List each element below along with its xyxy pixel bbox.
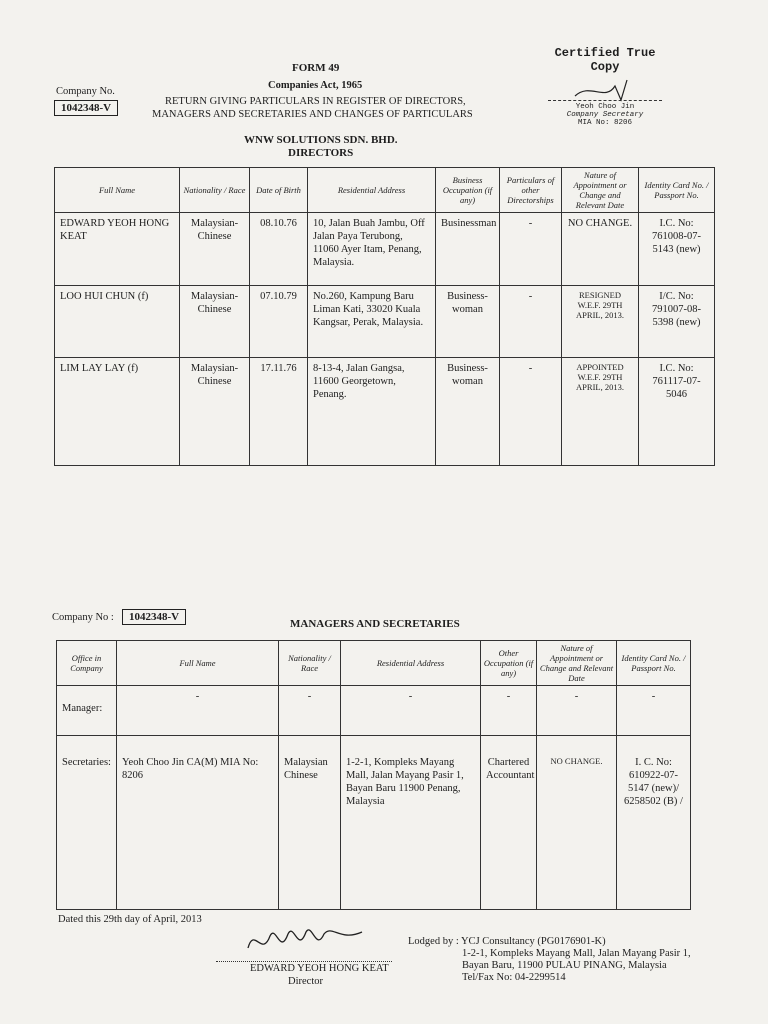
col-nature: Nature of Appointment or Change and Relevant Date xyxy=(562,168,639,213)
manager-occupation: - xyxy=(481,686,537,736)
director-nationality: Malaysian-Chinese xyxy=(180,286,250,358)
director-other: - xyxy=(500,213,562,286)
manager-address: - xyxy=(341,686,481,736)
secretary-nationality: Malaysian Chinese xyxy=(279,736,341,910)
manager-name: - xyxy=(117,686,279,736)
director-address: 10, Jalan Buah Jambu, Off Jalan Paya Terubong, 11060 Ayer Itam, Penang, Malaysia. xyxy=(308,213,436,286)
signatory-name: EDWARD YEOH HONG KEAT xyxy=(250,963,389,974)
secretary-name: Yeoh Choo Jin CA(M) MIA No: 8206 xyxy=(117,736,279,910)
manager-nationality: - xyxy=(279,686,341,736)
form-title-line1: RETURN GIVING PARTICULARS IN REGISTER OF DIRECTORS, xyxy=(165,96,466,107)
stamp-role: Company Secretary xyxy=(566,111,644,119)
col-ic: Identity Card No. / Passport No. xyxy=(617,641,691,686)
table-row xyxy=(55,286,715,358)
signatory-role: Director xyxy=(288,976,323,987)
table-row xyxy=(57,686,691,736)
signature-line xyxy=(216,961,392,962)
director-name: EDWARD YEOH HONG KEAT xyxy=(55,213,180,286)
director-ic: I.C. No: 761117-07-5046 xyxy=(639,358,715,466)
col-dob: Date of Birth xyxy=(250,168,308,213)
lodged-line-1: Lodged by : YCJ Consultancy (PG0176901-K) xyxy=(408,936,606,947)
certified-stamp xyxy=(540,46,670,127)
director-dob: 07.10.79 xyxy=(250,286,308,358)
table-row xyxy=(55,213,715,286)
col-ic: Identity Card No. / Passport No. xyxy=(639,168,715,213)
director-nationality: Malaysian-Chinese xyxy=(180,358,250,466)
secretary-nature: NO CHANGE. xyxy=(537,736,617,910)
col-other-directorships: Particulars of other Directorships xyxy=(500,168,562,213)
director-ic: I.C. No: 761008-07-5143 (new) xyxy=(639,213,715,286)
director-other: - xyxy=(500,358,562,466)
director-address: 8-13-4, Jalan Gangsa, 11600 Georgetown, Penang. xyxy=(308,358,436,466)
col-occupation: Business Occupation (if any) xyxy=(436,168,500,213)
table-row xyxy=(57,736,691,910)
lodged-line-3: Bayan Baru, 11900 PULAU PINANG, Malaysia xyxy=(462,960,667,971)
col-full-name: Full Name xyxy=(117,641,279,686)
act-name: Companies Act, 1965 xyxy=(268,80,363,91)
dated-line: Dated this 29th day of April, 2013 xyxy=(58,914,202,925)
managers-company-no-box: 1042348-V xyxy=(122,609,186,625)
lodged-by xyxy=(408,936,691,984)
director-occupation: Businessman xyxy=(436,213,500,286)
form-title-line2: MANAGERS AND SECRETARIES AND CHANGES OF PARTICULARS xyxy=(152,109,473,120)
col-office: Office in Company xyxy=(57,641,117,686)
col-address: Residential Address xyxy=(341,641,481,686)
managers-table xyxy=(56,640,691,910)
director-nature: NO CHANGE. xyxy=(562,213,639,286)
col-nationality: Nationality / Race xyxy=(279,641,341,686)
office-manager: Manager: xyxy=(57,686,117,736)
managers-company-no-label: Company No : xyxy=(52,612,114,623)
director-name: LOO HUI CHUN (f) xyxy=(55,286,180,358)
manager-ic: - xyxy=(617,686,691,736)
secretary-ic: I. C. No: 610922-07-5147 (new)/ 6258502 (B) / xyxy=(617,736,691,910)
manager-nature: - xyxy=(537,686,617,736)
director-nature: RESIGNED W.E.F. 29TH APRIL, 2013. xyxy=(562,286,639,358)
director-address: No.260, Kampung Baru Liman Kati, 33020 Kuala Kangsar, Perak, Malaysia. xyxy=(308,286,436,358)
section-title: DIRECTORS xyxy=(288,147,354,159)
director-signature xyxy=(240,918,370,962)
company-no-label: Company No. xyxy=(56,86,115,97)
director-nature: APPOINTED W.E.F. 29TH APRIL, 2013. xyxy=(562,358,639,466)
secretary-address: 1-2-1, Kompleks Mayang Mall, Jalan Mayang Pasir 1, Bayan Baru 11900 Penang, Malaysia xyxy=(341,736,481,910)
form-number: FORM 49 xyxy=(292,62,340,74)
director-nationality: Malaysian-Chinese xyxy=(180,213,250,286)
director-other: - xyxy=(500,286,562,358)
col-nationality: Nationality / Race xyxy=(180,168,250,213)
col-occupation: Other Occupation (if any) xyxy=(481,641,537,686)
col-nature: Nature of Appointment or Change and Relevant Date xyxy=(537,641,617,686)
director-ic: I/C. No: 791007-08-5398 (new) xyxy=(639,286,715,358)
company-name: WNW SOLUTIONS SDN. BHD. xyxy=(244,134,398,146)
lodged-line-4: Tel/Fax No: 04-2299514 xyxy=(462,972,566,983)
stamp-mia: MIA No: 8206 xyxy=(577,119,632,127)
director-dob: 08.10.76 xyxy=(250,213,308,286)
director-name: LIM LAY LAY (f) xyxy=(55,358,180,466)
managers-title: MANAGERS AND SECRETARIES xyxy=(290,618,460,630)
director-occupation: Business-woman xyxy=(436,358,500,466)
director-dob: 17.11.76 xyxy=(250,358,308,466)
secretary-occupation: Chartered Accountant xyxy=(481,736,537,910)
directors-table xyxy=(54,167,715,466)
col-address: Residential Address xyxy=(308,168,436,213)
lodged-line-2: 1-2-1, Kompleks Mayang Mall, Jalan Mayang Pasir 1, xyxy=(462,948,691,959)
company-no-box: 1042348-V xyxy=(54,100,118,116)
table-row xyxy=(55,358,715,466)
stamp-name: Yeoh Choo Jin xyxy=(575,103,635,111)
office-secretary: Secretaries: xyxy=(57,736,117,910)
director-occupation: Business-woman xyxy=(436,286,500,358)
stamp-title: Certified True Copy xyxy=(554,46,656,74)
col-full-name: Full Name xyxy=(55,168,180,213)
